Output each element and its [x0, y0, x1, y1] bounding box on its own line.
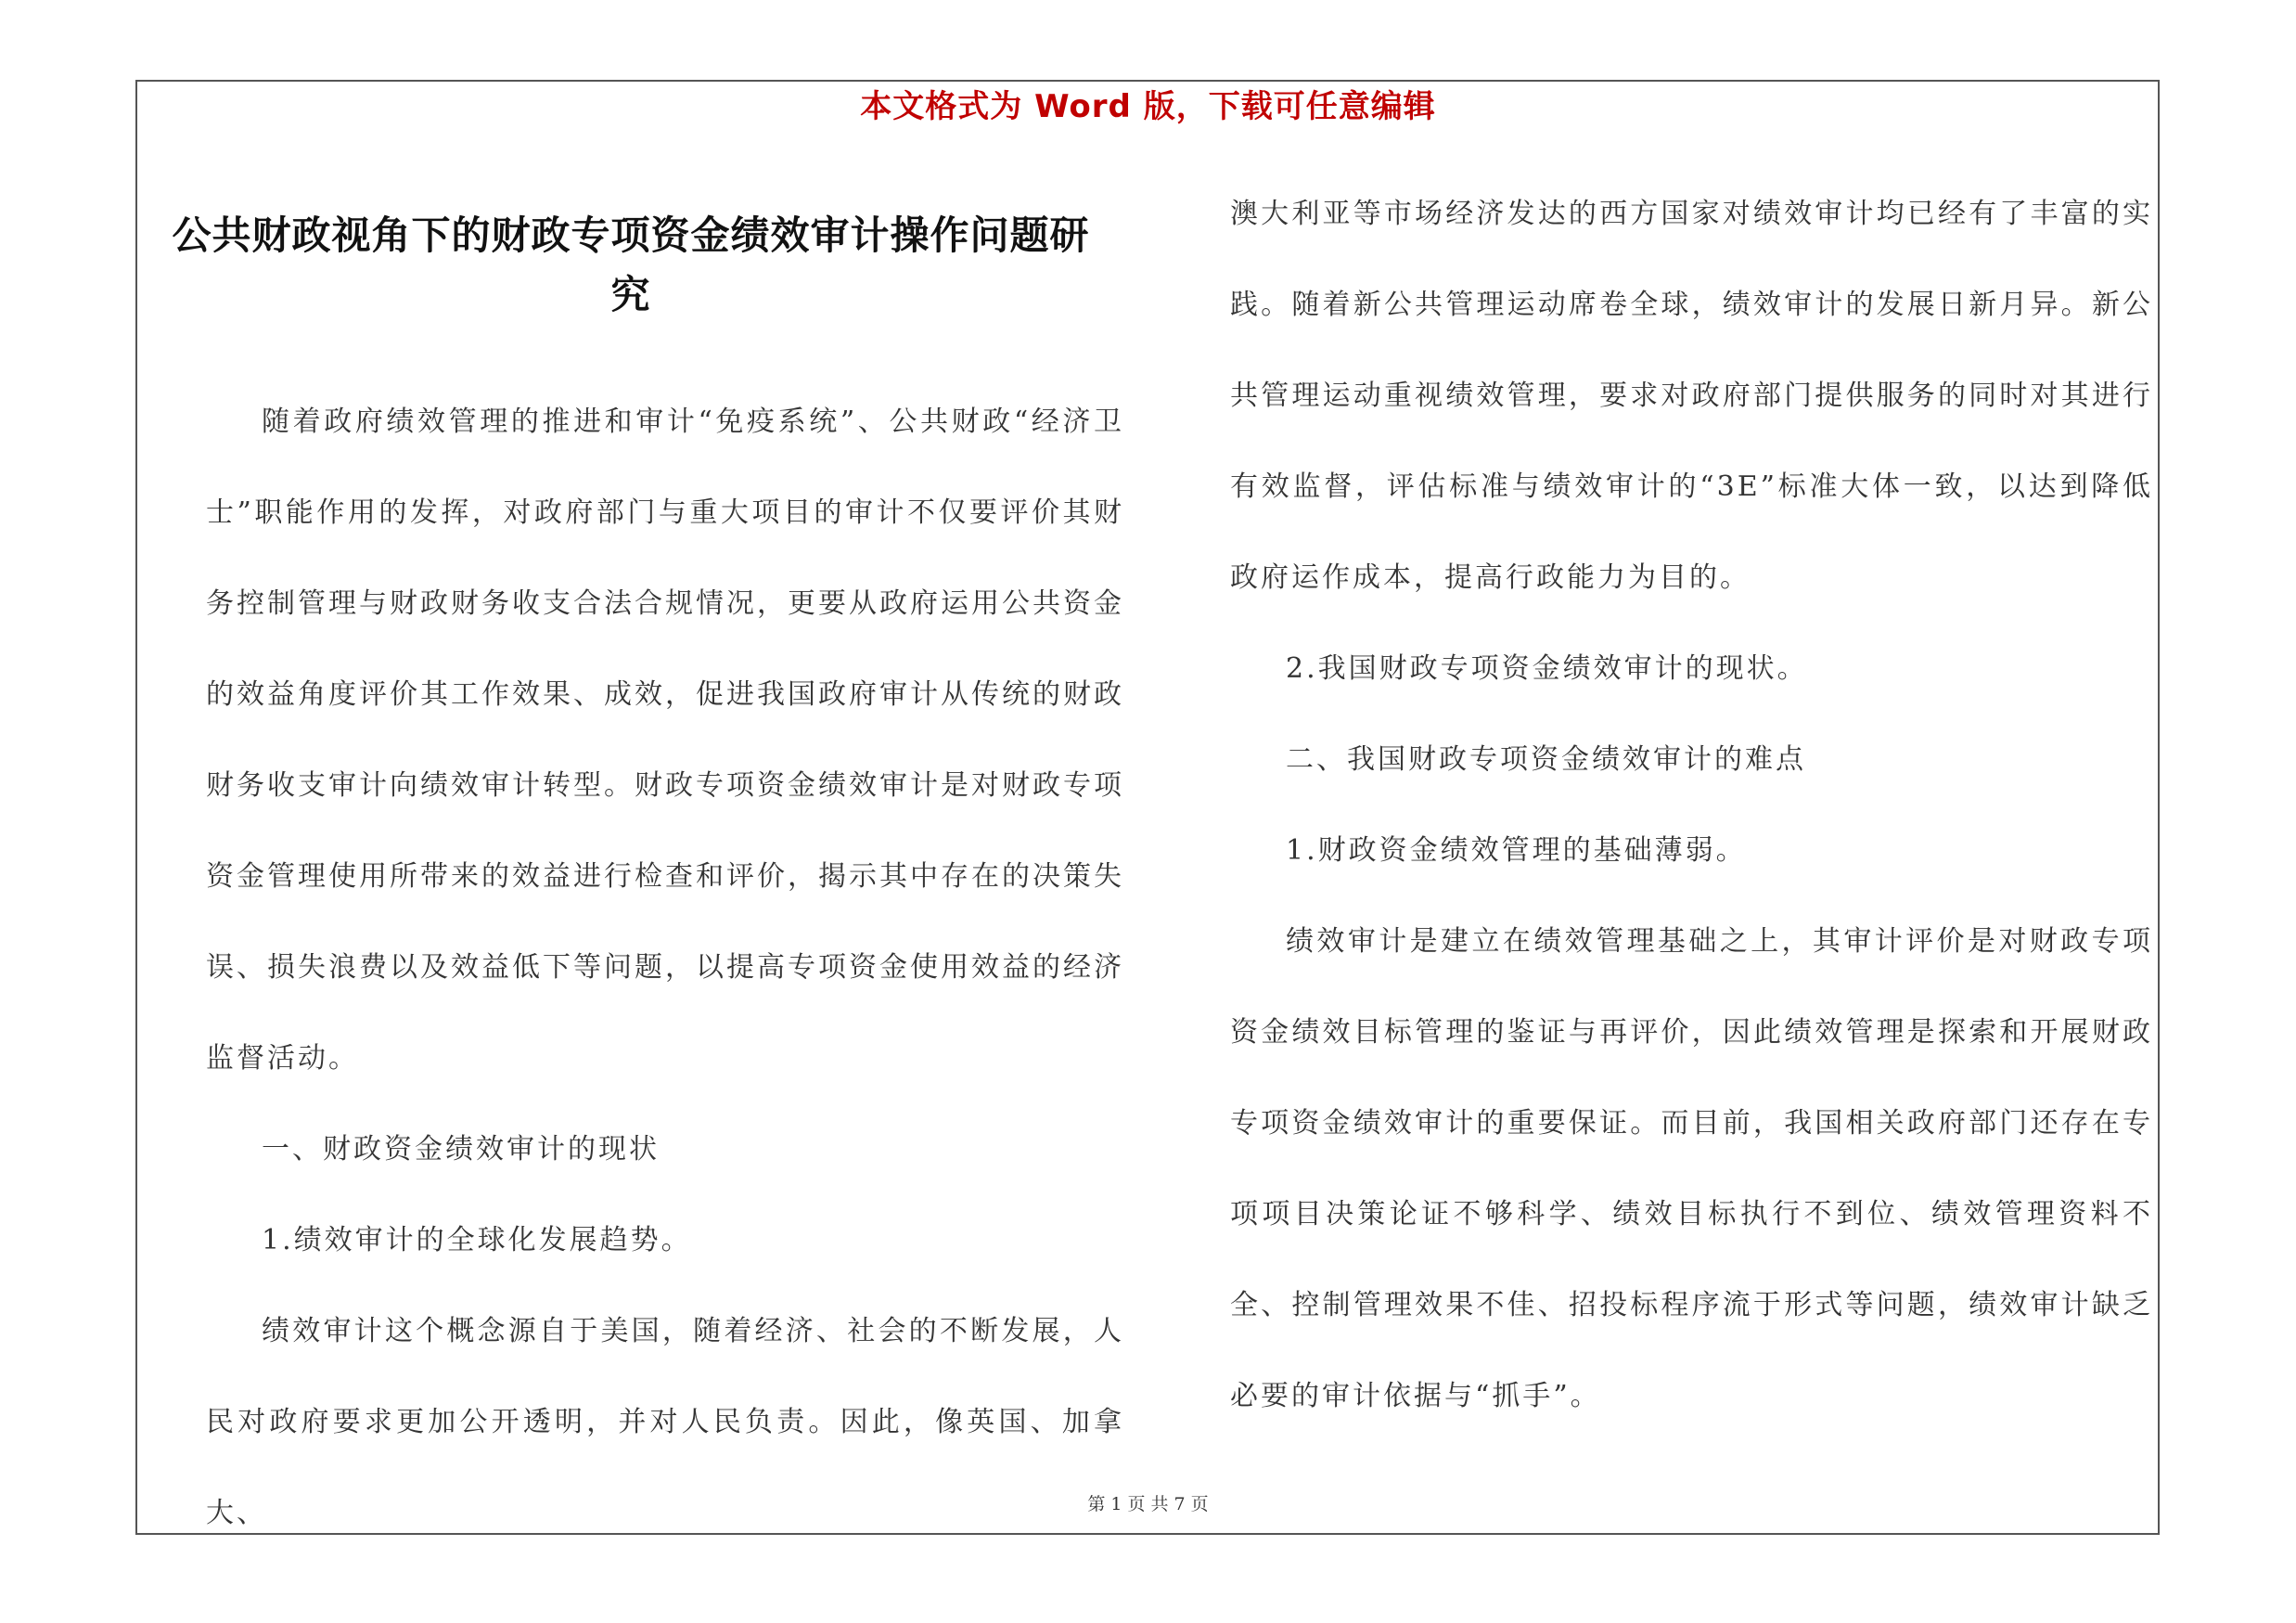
word-format-banner: 本文格式为 Word 版，下载可任意编辑	[860, 88, 1436, 125]
subheading-2-1: 1.财政资金绩效管理的基础薄弱。	[1286, 834, 1747, 867]
right-column	[1230, 169, 2153, 1442]
paragraph-continuation: 澳大利亚等市场经济发达的西方国家对绩效审计均已经有了丰富的实践。随着新公共管理运动席卷全球，绩效审计的发展日新月异。新公共管理运动重视绩效管理，要求对政府部门提供服务的同时对其进行有效监督，评估标准与绩效审计的“3E”标准大体一致，以达到降低政府运作成本，提高行政能力为目的。	[1230, 198, 2153, 594]
page-footer: 第 1 页 共 7 页	[1087, 1494, 1209, 1514]
section-heading-2: 二、我国财政专项资金绩效审计的难点	[1286, 743, 1806, 776]
section-heading-1: 一、财政资金绩效审计的现状	[262, 1133, 660, 1166]
subheading-1-1: 1.绩效审计的全球化发展趋势。	[262, 1224, 692, 1256]
paragraph-weak-foundation: 绩效审计是建立在绩效管理基础之上，其审计评价是对财政专项资金绩效目标管理的鉴证与再评价，因此绩效管理是探索和开展财政专项资金绩效审计的重要保证。而目前，我国相关政府部门还存在专项项目决策论证不够科学、绩效目标执行不到位、绩效管理资料不全、控制管理效果不佳、招投标程序流于形式等问题，绩效审计缺乏必要的审计依据与“抓手”。	[1230, 925, 2153, 1412]
document-title: 公共财政视角下的财政专项资金绩效审计操作问题研究	[172, 213, 1090, 317]
subheading-1-2: 2.我国财政专项资金绩效审计的现状。	[1286, 652, 1808, 685]
left-column	[206, 377, 1124, 1559]
paragraph-global-trend: 绩效审计这个概念源自于美国，随着经济、社会的不断发展，人民对政府要求更加公开透明，并对人民负责。因此，像英国、加拿大、	[206, 1315, 1124, 1529]
paragraph-intro: 随着政府绩效管理的推进和审计“免疫系统”、公共财政“经济卫士”职能作用的发挥，对政府部门与重大项目的审计不仅要评价其财务控制管理与财政财务收支合法合规情况，更要从政府运用公共资金的效益角度评价其工作效果、成效，促进我国政府审计从传统的财政财务收支审计向绩效审计转型。财政专项资金绩效审计是对财政专项资金管理使用所带来的效益进行检查和评价，揭示其中存在的决策失误、损失浪费以及效益低下等问题，以提高专项资金使用效益的经济监督活动。	[206, 406, 1124, 1075]
